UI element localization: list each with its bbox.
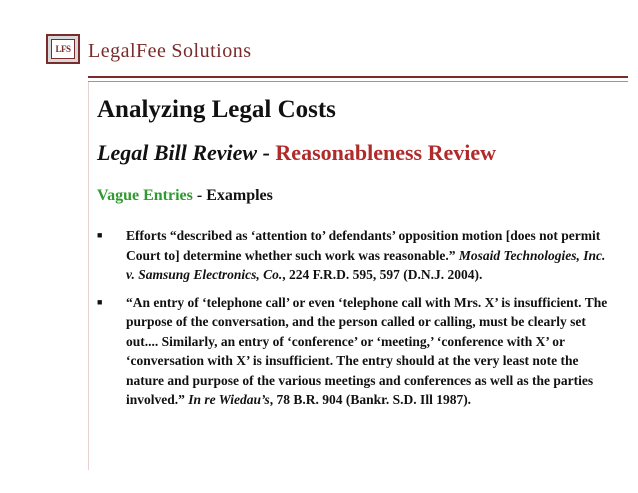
case-citation-name: Mosaid Technologies, Inc. v. Samsung Electronics, Co. xyxy=(126,247,606,282)
section-heading-topic: Vague Entries xyxy=(97,187,193,204)
bullet-text xyxy=(126,293,617,410)
section-heading-separator: - xyxy=(192,187,207,204)
subtitle-separator: - xyxy=(257,140,276,165)
left-margin-line xyxy=(88,82,89,470)
section-heading-label: Examples xyxy=(206,187,273,204)
bullet-quote: Efforts “described as ‘attention to’ defendants’ opposition motion [does not permit Court to] determine whether such work was reasonable.” xyxy=(126,228,601,263)
bullet-square-icon: ■ xyxy=(97,296,103,307)
subtitle-italic: Legal Bill Review xyxy=(97,140,258,165)
bullet-quote: “An entry of ‘telephone call’ or even ‘telephone call with Mrs. X’ is insufficient. The purpose of the conversation, and the person called or calling, must be clearly set out.... Similarly, an entry of ‘conference’ or ‘meeting,’ ‘conference with X’ or ‘conversation with X’ is insufficient. The entry should at the very least note the nature and purpose of the various meetings and conferences as well as the parties involved.” xyxy=(126,294,608,407)
logo-word-legal: Legal xyxy=(88,40,137,62)
slide-title: Analyzing Legal Costs xyxy=(97,96,336,123)
bullet-square-icon: ■ xyxy=(97,230,103,240)
logo-word-fee: Fee xyxy=(136,40,167,62)
header-divider-thin xyxy=(88,81,628,82)
logo-word-solutions: Solutions xyxy=(171,40,252,62)
case-citation-reporter: , 224 F.R.D. 595, 597 (D.N.J. 2004). xyxy=(282,267,483,282)
subtitle-highlight: Reasonableness Review xyxy=(275,140,497,165)
case-citation-reporter: , 78 B.R. 904 (Bankr. S.D. Ill 1987). xyxy=(269,392,472,407)
bullet-text xyxy=(126,226,617,285)
logo-wordmark xyxy=(88,40,252,63)
section-heading xyxy=(97,187,273,205)
bullet-list xyxy=(97,226,617,410)
list-item xyxy=(97,226,617,285)
logo-mark-text: LFS xyxy=(51,39,75,59)
header-divider xyxy=(88,76,628,78)
list-item xyxy=(97,293,617,410)
header-logo-bar xyxy=(0,0,638,74)
logo-mark xyxy=(46,34,80,64)
case-citation-name: In re Wiedau’s xyxy=(188,392,270,407)
slide-subtitle xyxy=(97,140,496,166)
